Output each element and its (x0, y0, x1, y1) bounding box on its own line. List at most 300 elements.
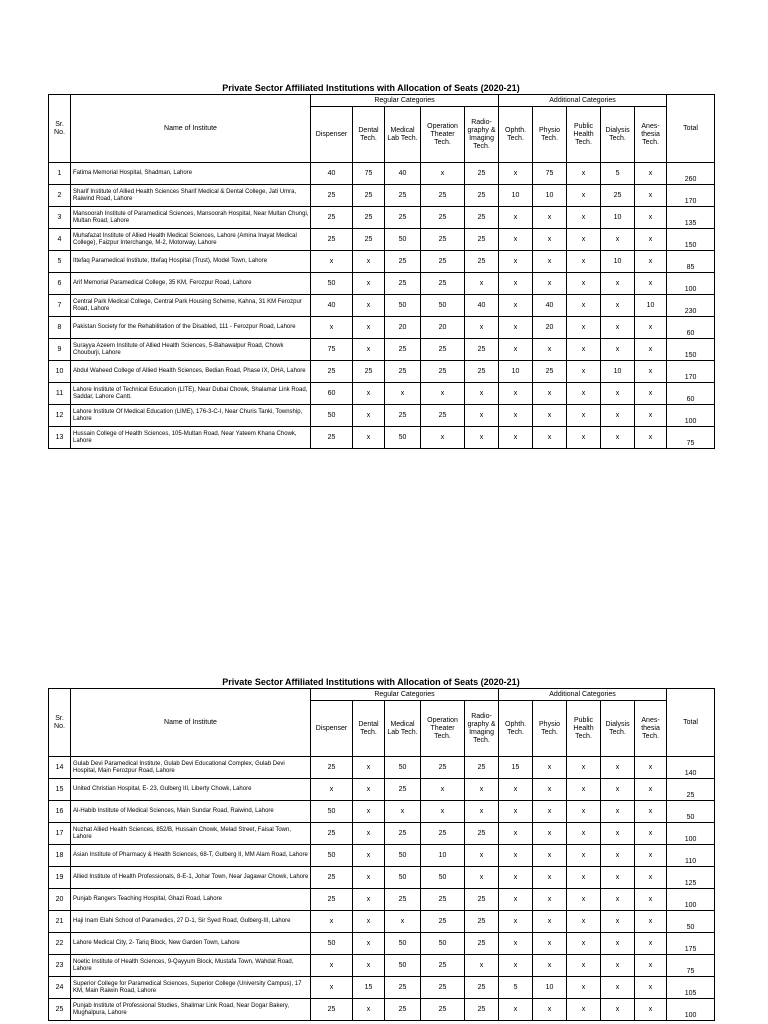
seat-cell: 25 (421, 999, 465, 1021)
table-body (49, 757, 715, 1021)
seat-cell: x (421, 427, 465, 449)
seat-cell: x (353, 999, 385, 1021)
seat-cell: x (465, 801, 499, 823)
seat-cell: x (601, 757, 635, 779)
total-cell: 230 (667, 295, 715, 317)
total-cell: 60 (667, 317, 715, 339)
seat-cell: 25 (465, 185, 499, 207)
sr-no-cell: 11 (49, 383, 71, 405)
seat-cell: x (533, 405, 567, 427)
seat-cell: x (635, 427, 667, 449)
sr-no-cell: 13 (49, 427, 71, 449)
seat-cell: x (601, 867, 635, 889)
seat-cell: x (353, 273, 385, 295)
seat-cell: 25 (421, 955, 465, 977)
seat-cell: 50 (421, 933, 465, 955)
seat-cell: x (533, 207, 567, 229)
seat-cell: 25 (311, 757, 353, 779)
seat-cell: 60 (311, 383, 353, 405)
sr-no-cell: 6 (49, 273, 71, 295)
header-additional-categories: Additional Categories (499, 95, 667, 107)
seat-cell: 25 (311, 889, 353, 911)
seat-cell: x (601, 801, 635, 823)
seat-cell: x (567, 845, 601, 867)
seat-cell: x (635, 273, 667, 295)
seat-cell: x (385, 383, 421, 405)
seat-cell: 25 (465, 207, 499, 229)
table-row (49, 185, 715, 207)
seat-cell: 25 (421, 889, 465, 911)
seat-cell: x (465, 845, 499, 867)
total-cell: 85 (667, 251, 715, 273)
sr-no-cell: 9 (49, 339, 71, 361)
sr-no-cell: 14 (49, 757, 71, 779)
seat-cell: x (635, 383, 667, 405)
seat-cell: 50 (421, 867, 465, 889)
seat-cell: x (635, 999, 667, 1021)
seat-cell: 25 (311, 867, 353, 889)
total-cell: 175 (667, 933, 715, 955)
sr-no-cell: 19 (49, 867, 71, 889)
seat-cell: x (601, 273, 635, 295)
seat-cell: x (499, 207, 533, 229)
institute-name-cell: Mansoorah Institute of Paramedical Sciences, Mansoorah Hospital, Near Multan Chungi, Multan Road, Lahore (71, 207, 311, 229)
seat-cell: 50 (311, 801, 353, 823)
table-row (49, 999, 715, 1021)
sr-no-cell: 22 (49, 933, 71, 955)
seat-cell: 75 (311, 339, 353, 361)
seat-cell: 50 (311, 933, 353, 955)
header-medical-lab-tech: Medical Lab Tech. (385, 701, 421, 757)
institute-name-cell: Central Park Medical College, Central Park Housing Scheme, Kahna, 31 KM Ferozpur Road, Lahore (71, 295, 311, 317)
seat-cell: x (567, 889, 601, 911)
seat-cell: x (533, 229, 567, 251)
header-regular-categories: Regular Categories (311, 95, 499, 107)
seat-cell: x (353, 955, 385, 977)
seat-cell: 40 (533, 295, 567, 317)
seat-cell: x (567, 999, 601, 1021)
seat-cell: 25 (465, 977, 499, 999)
header-medical-lab-tech: Medical Lab Tech. (385, 107, 421, 163)
institute-name-cell: Abdul Waheed College of Allied Health Sciences, Bedian Road, Phase IX, DHA, Lahore (71, 361, 311, 383)
seat-cell: x (311, 251, 353, 273)
total-cell: 140 (667, 757, 715, 779)
total-cell: 135 (667, 207, 715, 229)
table-row (49, 339, 715, 361)
seat-cell: x (499, 845, 533, 867)
seat-cell: x (385, 801, 421, 823)
seat-cell: x (635, 867, 667, 889)
seat-cell: x (311, 955, 353, 977)
institute-name-cell: Hussain College of Health Sciences, 105-Multan Road, Near Yateem Khana Chowk, Lahore (71, 427, 311, 449)
seat-cell: 75 (353, 163, 385, 185)
institute-name-cell: Lahore Institute Of Medical Education (LIME), 176-3-C-I, Near Churis Tanki, Township, Lahore (71, 405, 311, 427)
seat-cell: x (567, 801, 601, 823)
header-total: Total (667, 689, 715, 757)
seat-cell: x (635, 845, 667, 867)
seat-cell: x (421, 383, 465, 405)
seat-cell: 50 (385, 867, 421, 889)
total-cell: 75 (667, 955, 715, 977)
seat-cell: x (567, 427, 601, 449)
seat-cell: x (499, 867, 533, 889)
seat-cell: x (499, 823, 533, 845)
seat-cell: x (353, 383, 385, 405)
header-physio-tech: Physio Tech. (533, 107, 567, 163)
seat-cell: x (601, 295, 635, 317)
seat-cell: x (567, 185, 601, 207)
seat-cell: x (353, 405, 385, 427)
sr-no-cell: 24 (49, 977, 71, 999)
seat-cell: x (499, 801, 533, 823)
institute-name-cell: Nuzhat Allied Health Sciences, 852/B, Hussain Chowk, Melad Street, Faisal Town, Lahore (71, 823, 311, 845)
seat-cell: 10 (635, 295, 667, 317)
seat-cell: x (499, 317, 533, 339)
seat-cell: 25 (465, 889, 499, 911)
seat-cell: x (601, 405, 635, 427)
seat-cell: x (533, 339, 567, 361)
seat-cell: 25 (465, 933, 499, 955)
seat-cell: x (567, 207, 601, 229)
seat-cell: x (353, 933, 385, 955)
seat-cell: 25 (421, 185, 465, 207)
table-row (49, 427, 715, 449)
seat-cell: x (533, 779, 567, 801)
seat-cell: 10 (499, 185, 533, 207)
sr-no-cell: 25 (49, 999, 71, 1021)
header-ophth-tech: Ophth. Tech. (499, 107, 533, 163)
header-sr-no: Sr. No. (49, 95, 71, 163)
seat-cell: x (601, 933, 635, 955)
total-cell: 100 (667, 999, 715, 1021)
seat-cell: 10 (499, 361, 533, 383)
seat-cell: x (499, 339, 533, 361)
seat-cell: 25 (421, 911, 465, 933)
header-anesthesia-tech: Anes-thesia Tech. (635, 701, 667, 757)
seat-cell: 40 (311, 295, 353, 317)
sr-no-cell: 10 (49, 361, 71, 383)
sr-no-cell: 7 (49, 295, 71, 317)
header-dialysis-tech: Dialysis Tech. (601, 107, 635, 163)
seat-cell: 25 (385, 823, 421, 845)
seat-cell: x (421, 801, 465, 823)
seat-cell: 50 (311, 273, 353, 295)
seat-cell: x (567, 779, 601, 801)
total-cell: 170 (667, 185, 715, 207)
table-title: Private Sector Affiliated Institutions with Allocation of Seats (2020-21) (222, 677, 520, 687)
seat-cell: 25 (421, 251, 465, 273)
seat-cell: 25 (533, 361, 567, 383)
seat-cell: x (311, 317, 353, 339)
seat-cell: x (635, 801, 667, 823)
total-cell: 50 (667, 801, 715, 823)
seat-allocation-table (48, 94, 715, 449)
seat-cell: x (499, 295, 533, 317)
table-row (49, 405, 715, 427)
seat-cell: 25 (385, 207, 421, 229)
seat-cell: 50 (385, 427, 421, 449)
sr-no-cell: 16 (49, 801, 71, 823)
seat-cell: x (567, 251, 601, 273)
seat-cell: 25 (421, 273, 465, 295)
seat-cell: x (499, 889, 533, 911)
total-cell: 100 (667, 405, 715, 427)
seat-cell: x (567, 295, 601, 317)
seat-cell: x (465, 317, 499, 339)
seat-cell: 5 (499, 977, 533, 999)
sr-no-cell: 8 (49, 317, 71, 339)
seat-cell: x (635, 889, 667, 911)
seat-cell: x (601, 229, 635, 251)
seat-cell: x (635, 823, 667, 845)
seat-cell: x (635, 757, 667, 779)
seat-cell: 25 (385, 185, 421, 207)
table-row (49, 779, 715, 801)
seat-cell: x (533, 757, 567, 779)
seat-cell: 25 (465, 339, 499, 361)
seat-allocation-table (48, 688, 715, 1021)
seat-cell: 25 (311, 361, 353, 383)
seat-cell: x (465, 383, 499, 405)
seat-cell: x (353, 779, 385, 801)
seat-cell: 25 (421, 361, 465, 383)
header-radiography-tech: Radio-graphy & Imaging Tech. (465, 701, 499, 757)
seat-cell: x (533, 955, 567, 977)
table-row (49, 801, 715, 823)
table-row (49, 757, 715, 779)
table-row (49, 229, 715, 251)
seat-cell: x (499, 163, 533, 185)
seat-cell: x (499, 251, 533, 273)
seat-cell: x (311, 977, 353, 999)
table-row (49, 867, 715, 889)
total-cell: 150 (667, 339, 715, 361)
seat-cell: 25 (421, 757, 465, 779)
institute-name-cell: Pakistan Society for the Rehabilitation of the Disabled, 111 - Ferozpur Road, Lahore (71, 317, 311, 339)
seat-cell: x (533, 383, 567, 405)
sr-no-cell: 4 (49, 229, 71, 251)
table-row (49, 845, 715, 867)
seat-cell: x (385, 911, 421, 933)
seat-cell: x (353, 845, 385, 867)
seat-cell: x (635, 977, 667, 999)
seat-cell: 50 (385, 229, 421, 251)
seat-cell: x (567, 933, 601, 955)
seat-cell: x (567, 163, 601, 185)
seat-cell: x (601, 427, 635, 449)
seat-cell: 50 (421, 295, 465, 317)
seat-cell: 25 (311, 999, 353, 1021)
seat-cell: x (533, 845, 567, 867)
seat-cell: x (567, 977, 601, 999)
seat-cell: 25 (465, 757, 499, 779)
total-cell: 260 (667, 163, 715, 185)
seat-cell: 25 (385, 339, 421, 361)
seat-cell: 50 (385, 845, 421, 867)
seat-cell: 10 (601, 361, 635, 383)
table-body (49, 163, 715, 449)
header-sr-no: Sr. No. (49, 689, 71, 757)
seat-cell: x (635, 933, 667, 955)
seat-cell: 10 (533, 977, 567, 999)
seat-cell: x (567, 911, 601, 933)
seat-cell: 25 (385, 779, 421, 801)
seat-cell: x (353, 339, 385, 361)
seat-cell: 25 (465, 911, 499, 933)
seat-cell: x (353, 911, 385, 933)
seat-cell: 50 (385, 955, 421, 977)
seat-cell: x (601, 845, 635, 867)
sr-no-cell: 2 (49, 185, 71, 207)
institute-name-cell: Lahore Institute of Technical Education (LITE), Near Dubai Chowk, Shalamar Link Road, Saddar, Lahore Cantt. (71, 383, 311, 405)
seat-cell: x (533, 933, 567, 955)
table-row (49, 955, 715, 977)
sr-no-cell: 5 (49, 251, 71, 273)
seat-cell: x (499, 999, 533, 1021)
seat-cell: 25 (311, 427, 353, 449)
seat-cell: x (499, 779, 533, 801)
seat-cell: 15 (353, 977, 385, 999)
seat-cell: x (601, 999, 635, 1021)
seat-cell: 25 (421, 207, 465, 229)
seat-cell: x (567, 867, 601, 889)
sr-no-cell: 20 (49, 889, 71, 911)
seat-cell: 10 (533, 185, 567, 207)
seat-cell: 50 (311, 845, 353, 867)
seat-cell: x (499, 273, 533, 295)
table-row (49, 383, 715, 405)
seat-cell: x (567, 823, 601, 845)
institute-name-cell: Asian Institute of Pharmacy & Health Sciences, 68-T, Gulberg II, MM Alam Road, Lahore (71, 845, 311, 867)
seat-cell: x (353, 867, 385, 889)
sr-no-cell: 1 (49, 163, 71, 185)
total-cell: 60 (667, 383, 715, 405)
table-row (49, 251, 715, 273)
seat-cell: 25 (385, 361, 421, 383)
total-cell: 25 (667, 779, 715, 801)
seat-cell: 10 (421, 845, 465, 867)
seat-cell: 25 (385, 889, 421, 911)
table-row (49, 273, 715, 295)
seat-cell: x (353, 889, 385, 911)
seat-cell: x (601, 977, 635, 999)
seat-cell: x (353, 801, 385, 823)
seat-cell: x (353, 427, 385, 449)
seat-cell: 25 (421, 823, 465, 845)
seat-cell: x (499, 405, 533, 427)
seat-cell: 5 (601, 163, 635, 185)
seat-cell: x (567, 339, 601, 361)
seat-cell: 25 (421, 977, 465, 999)
seat-cell: x (601, 339, 635, 361)
seat-cell: x (533, 999, 567, 1021)
institute-name-cell: Sharif Institute of Allied Health Sciences Sharif Medical & Dental College, Jati Umra, Raiwind Road, Lahore (71, 185, 311, 207)
seat-cell: x (499, 383, 533, 405)
seat-cell: x (311, 779, 353, 801)
seat-cell: 25 (311, 207, 353, 229)
seat-cell: 50 (385, 757, 421, 779)
seat-cell: x (635, 317, 667, 339)
seat-cell: 25 (385, 405, 421, 427)
seat-cell: x (465, 779, 499, 801)
seat-cell: x (635, 207, 667, 229)
header-total: Total (667, 95, 715, 163)
table-row (49, 163, 715, 185)
seat-cell: 25 (465, 251, 499, 273)
seat-cell: 25 (311, 229, 353, 251)
seat-cell: x (533, 911, 567, 933)
total-cell: 150 (667, 229, 715, 251)
seat-cell: x (533, 867, 567, 889)
seat-cell: x (601, 889, 635, 911)
table-row (49, 823, 715, 845)
sr-no-cell: 3 (49, 207, 71, 229)
institute-name-cell: Ittefaq Paramedical Institute, Ittefaq Hospital (Trust), Model Town, Lahore (71, 251, 311, 273)
institute-name-cell: Al-Habib Institute of Medical Sciences, Main Sundar Road, Raiwind, Lahore (71, 801, 311, 823)
seat-cell: x (533, 273, 567, 295)
header-dispenser: Dispenser (311, 701, 353, 757)
seat-cell: x (601, 383, 635, 405)
sr-no-cell: 21 (49, 911, 71, 933)
total-cell: 170 (667, 361, 715, 383)
seat-cell: x (421, 779, 465, 801)
sr-no-cell: 23 (49, 955, 71, 977)
seat-cell: 25 (385, 273, 421, 295)
seat-cell: 25 (465, 163, 499, 185)
seat-cell: 20 (421, 317, 465, 339)
seat-cell: 25 (385, 977, 421, 999)
seat-cell: 50 (385, 295, 421, 317)
seat-cell: x (465, 405, 499, 427)
seat-cell: x (567, 229, 601, 251)
seat-cell: 25 (465, 229, 499, 251)
seat-cell: x (533, 801, 567, 823)
seat-cell: x (421, 163, 465, 185)
seat-cell: x (635, 251, 667, 273)
header-public-health-tech: Public Health Tech. (567, 701, 601, 757)
total-cell: 50 (667, 911, 715, 933)
seat-cell: x (499, 229, 533, 251)
total-cell: 100 (667, 889, 715, 911)
seat-cell: x (635, 405, 667, 427)
seat-cell: x (353, 251, 385, 273)
total-cell: 100 (667, 823, 715, 845)
seat-cell: x (499, 427, 533, 449)
seat-cell: x (353, 823, 385, 845)
seat-cell: x (635, 779, 667, 801)
header-dialysis-tech: Dialysis Tech. (601, 701, 635, 757)
seat-cell: x (533, 889, 567, 911)
institute-name-cell: Arif Memorial Paramedical College, 35 KM, Ferozpur Road, Lahore (71, 273, 311, 295)
seat-cell: 25 (311, 185, 353, 207)
table-title: Private Sector Affiliated Institutions with Allocation of Seats (2020-21) (222, 83, 520, 93)
seat-cell: x (601, 823, 635, 845)
seat-cell: x (353, 757, 385, 779)
seat-cell: 75 (533, 163, 567, 185)
table-row (49, 361, 715, 383)
seat-cell: x (567, 405, 601, 427)
seat-cell: x (353, 317, 385, 339)
seat-cell: x (499, 955, 533, 977)
institute-name-cell: Punjab Institute of Professional Studies, Shalimar Link Road, Near Dogar Bakery, Mughalpura, Lahore (71, 999, 311, 1021)
seat-cell: x (635, 163, 667, 185)
seat-cell: x (601, 911, 635, 933)
seat-cell: x (567, 361, 601, 383)
seat-allocation-sheet-2 (48, 676, 698, 1021)
seat-cell: 25 (601, 185, 635, 207)
seat-cell: x (499, 911, 533, 933)
seat-cell: x (567, 757, 601, 779)
